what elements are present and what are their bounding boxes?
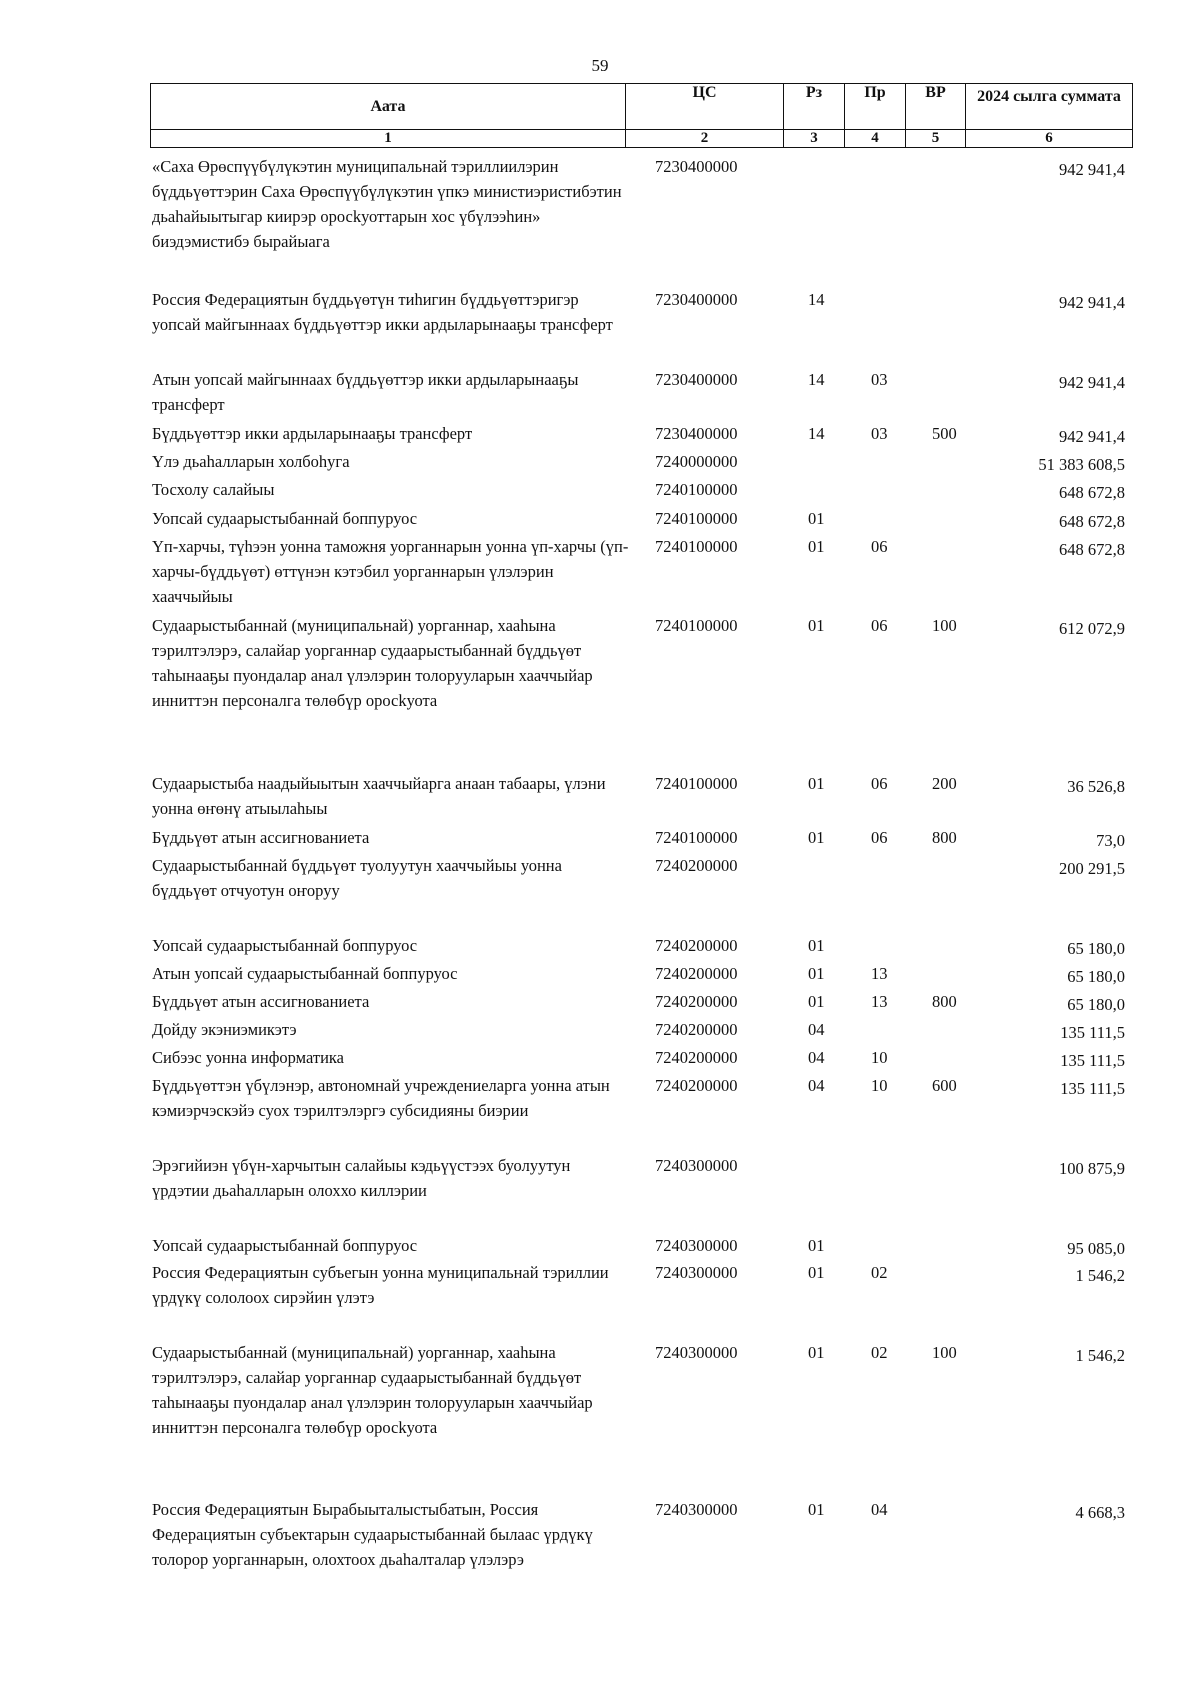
row-name: Дойду экэниэмикэтэ xyxy=(152,1020,297,1039)
row-name: Үлэ дьаһалларын холбоһуга xyxy=(152,452,350,471)
row-vr: 600 xyxy=(932,1076,957,1095)
column-number: 6 xyxy=(966,130,1133,148)
column-number: 3 xyxy=(784,130,845,148)
row-pr: 06 xyxy=(871,774,888,793)
row-sum: 65 180,0 xyxy=(1067,967,1125,986)
row-code: 7240300000 xyxy=(655,1500,738,1519)
row-pr: 03 xyxy=(871,370,888,389)
row-code: 7240200000 xyxy=(655,992,738,1011)
row-name: Бүддьүөт атын ассигнованиета xyxy=(152,828,370,847)
row-name: Судаарыстыба наадыйыытын хааччыйарга анаан табаары, үлэни уонна өҥөнү атыылаһыы xyxy=(152,774,606,818)
column-header-sum: 2024 сылга суммата xyxy=(966,84,1133,130)
row-rz: 01 xyxy=(808,1343,825,1362)
column-number: 4 xyxy=(845,130,906,148)
row-pr: 04 xyxy=(871,1500,888,1519)
row-code: 7240000000 xyxy=(655,452,738,471)
row-rz: 04 xyxy=(808,1020,825,1039)
row-sum: 648 672,8 xyxy=(1059,483,1125,502)
column-header-rz: Рз xyxy=(784,84,845,130)
row-code: 7240100000 xyxy=(655,774,738,793)
row-code: 7240100000 xyxy=(655,537,738,556)
row-pr: 10 xyxy=(871,1076,888,1095)
row-rz: 14 xyxy=(808,424,825,443)
row-code: 7240200000 xyxy=(655,1048,738,1067)
row-name: Судаарыстыбаннай (муниципальнай) уорганнар, хааһына тэрилтэлэрэ, салайар уорганнар судаарыстыбаннай бүддьүөт таһынааҕы пуондалар анал үлэлэрин толорууларын хааччыйар инниттэн персоналга төлөбүр оросkуота xyxy=(152,1343,593,1437)
row-vr: 500 xyxy=(932,424,957,443)
row-code: 7240100000 xyxy=(655,616,738,635)
row-name: Эрэгийиэн үбүн-харчытын салайыы кэдьүүстээх буолуутун үрдэтии дьаһалларын олоххо киллэрии xyxy=(152,1156,571,1200)
column-number: 2 xyxy=(626,130,784,148)
row-sum: 1 546,2 xyxy=(1075,1266,1125,1285)
row-rz: 04 xyxy=(808,1048,825,1067)
row-code: 7230400000 xyxy=(655,290,738,309)
column-header-pr: Пр xyxy=(845,84,906,130)
row-sum: 135 111,5 xyxy=(1060,1023,1125,1042)
row-name: Бүддьүөт атын ассигнованиета xyxy=(152,992,370,1011)
row-sum: 648 672,8 xyxy=(1059,540,1125,559)
row-rz: 01 xyxy=(808,1500,825,1519)
row-sum: 135 111,5 xyxy=(1060,1051,1125,1070)
column-header-code: ЦС xyxy=(626,84,784,130)
row-sum: 942 941,4 xyxy=(1059,427,1125,446)
row-code: 7240200000 xyxy=(655,856,738,875)
row-name: Тосхолу салайыы xyxy=(152,480,275,499)
row-pr: 13 xyxy=(871,992,888,1011)
row-sum: 73,0 xyxy=(1096,831,1125,850)
row-vr: 100 xyxy=(932,616,957,635)
row-sum: 200 291,5 xyxy=(1059,859,1125,878)
row-pr: 06 xyxy=(871,828,888,847)
row-code: 7240100000 xyxy=(655,509,738,528)
row-sum: 36 526,8 xyxy=(1067,777,1125,796)
row-sum: 65 180,0 xyxy=(1067,995,1125,1014)
row-name: Уопсай судаарыстыбаннай боппуруос xyxy=(152,1236,418,1255)
row-rz: 14 xyxy=(808,370,825,389)
row-vr: 800 xyxy=(932,992,957,1011)
row-code: 7230400000 xyxy=(655,370,738,389)
row-vr: 800 xyxy=(932,828,957,847)
row-sum: 648 672,8 xyxy=(1059,512,1125,531)
row-rz: 01 xyxy=(808,1263,825,1282)
row-name: Россия Федерациятын Бырабыыталыстыбатын, Россия Федерациятын субъектарын судаарыстыбаннай былаас үрдүкү толорор уорганнарын, олохтоох дьаһалталар үлэлэрэ xyxy=(152,1500,593,1569)
row-code: 7240100000 xyxy=(655,480,738,499)
row-name: Уопсай судаарыстыбаннай боппуруос xyxy=(152,509,418,528)
row-sum: 65 180,0 xyxy=(1067,939,1125,958)
row-code: 7240200000 xyxy=(655,1076,738,1095)
row-rz: 01 xyxy=(808,774,825,793)
row-code: 7230400000 xyxy=(655,157,738,176)
row-rz: 01 xyxy=(808,509,825,528)
row-code: 7240100000 xyxy=(655,828,738,847)
row-name: Бүддьүөттэр икки ардыларынааҕы трансферт xyxy=(152,424,473,443)
row-sum: 135 111,5 xyxy=(1060,1079,1125,1098)
row-rz: 01 xyxy=(808,1236,825,1255)
row-name: Россия Федерациятын бүддьүөтүн тиһигин бүддьүөттэригэр уопсай майгыннаах бүддьүөттэр икки ардыларынааҕы трансферт xyxy=(152,290,613,334)
row-code: 7240300000 xyxy=(655,1236,738,1255)
row-name: Атын уопсай судаарыстыбаннай боппуруос xyxy=(152,964,458,983)
row-code: 7240300000 xyxy=(655,1343,738,1362)
row-sum: 100 875,9 xyxy=(1059,1159,1125,1178)
row-pr: 13 xyxy=(871,964,888,983)
column-header-vr: ВР xyxy=(906,84,966,130)
row-sum: 1 546,2 xyxy=(1075,1346,1125,1365)
row-name: Бүддьүөттэн үбүлэнэр, автономнай учреждениеларга уонна атын кэмиэрчэскэйэ суох тэрилтэлэргэ субсидияны биэрии xyxy=(152,1076,610,1120)
row-pr: 06 xyxy=(871,616,888,635)
row-rz: 01 xyxy=(808,936,825,955)
row-rz: 01 xyxy=(808,537,825,556)
row-name: Сибээс уонна информатика xyxy=(152,1048,344,1067)
row-code: 7240300000 xyxy=(655,1263,738,1282)
column-header-name: Аата xyxy=(151,84,626,130)
row-pr: 03 xyxy=(871,424,888,443)
row-name: Судаарыстыбаннай бүддьүөт туолуутун хааччыйыы уонна бүддьүөт отчуотун оҥоруу xyxy=(152,856,562,900)
row-code: 7240200000 xyxy=(655,964,738,983)
row-name: Үп-харчы, түһээн уонна таможня уорганнарын уонна үп-харчы (үп-харчы-бүддьүөт) өттүнэн кэтэбил уорганнарын үлэлэрин хааччыйыы xyxy=(152,537,629,606)
row-name: Россия Федерациятын субъегын уонна муниципальнай тэриллии үрдүкү сололоох сирэйин үлэтэ xyxy=(152,1263,609,1307)
row-code: 7230400000 xyxy=(655,424,738,443)
row-rz: 04 xyxy=(808,1076,825,1095)
row-pr: 10 xyxy=(871,1048,888,1067)
row-name: «Саха Өрөспүүбүлүкэтин муниципальнай тэриллиилэрин бүддьүөттэрин Саха Өрөспүүбүлүкэтин үпкэ министиэристибэтин дьаһайыытыгар киирэр оросkуоттарын хос үбүлээһин» биэдэмистибэ бырайыага xyxy=(152,157,622,251)
column-number: 1 xyxy=(151,130,626,148)
row-pr: 06 xyxy=(871,537,888,556)
row-code: 7240200000 xyxy=(655,1020,738,1039)
row-rz: 14 xyxy=(808,290,825,309)
row-code: 7240200000 xyxy=(655,936,738,955)
row-pr: 02 xyxy=(871,1343,888,1362)
row-sum: 942 941,4 xyxy=(1059,373,1125,392)
row-sum: 95 085,0 xyxy=(1067,1239,1125,1258)
row-sum: 4 668,3 xyxy=(1075,1503,1125,1522)
row-name: Уопсай судаарыстыбаннай боппуруос xyxy=(152,936,418,955)
row-vr: 200 xyxy=(932,774,957,793)
row-rz: 01 xyxy=(808,616,825,635)
column-number: 5 xyxy=(906,130,966,148)
row-sum: 942 941,4 xyxy=(1059,293,1125,312)
row-rz: 01 xyxy=(808,964,825,983)
row-name: Судаарыстыбаннай (муниципальнай) уорганнар, хааһына тэрилтэлэрэ, салайар уорганнар судаарыстыбаннай бүддьүөт таһынааҕы пуондалар анал үлэлэрин толорууларын хааччыйар инниттэн персоналга төлөбүр оросkуота xyxy=(152,616,593,710)
page-number: 59 xyxy=(591,56,609,75)
row-sum: 51 383 608,5 xyxy=(1038,455,1125,474)
row-name: Атын уопсай майгыннаах бүддьүөттэр икки ардыларынааҕы трансферт xyxy=(152,370,579,414)
row-sum: 942 941,4 xyxy=(1059,160,1125,179)
row-rz: 01 xyxy=(808,828,825,847)
row-rz: 01 xyxy=(808,992,825,1011)
row-vr: 100 xyxy=(932,1343,957,1362)
row-code: 7240300000 xyxy=(655,1156,738,1175)
row-sum: 612 072,9 xyxy=(1059,619,1125,638)
row-pr: 02 xyxy=(871,1263,888,1282)
